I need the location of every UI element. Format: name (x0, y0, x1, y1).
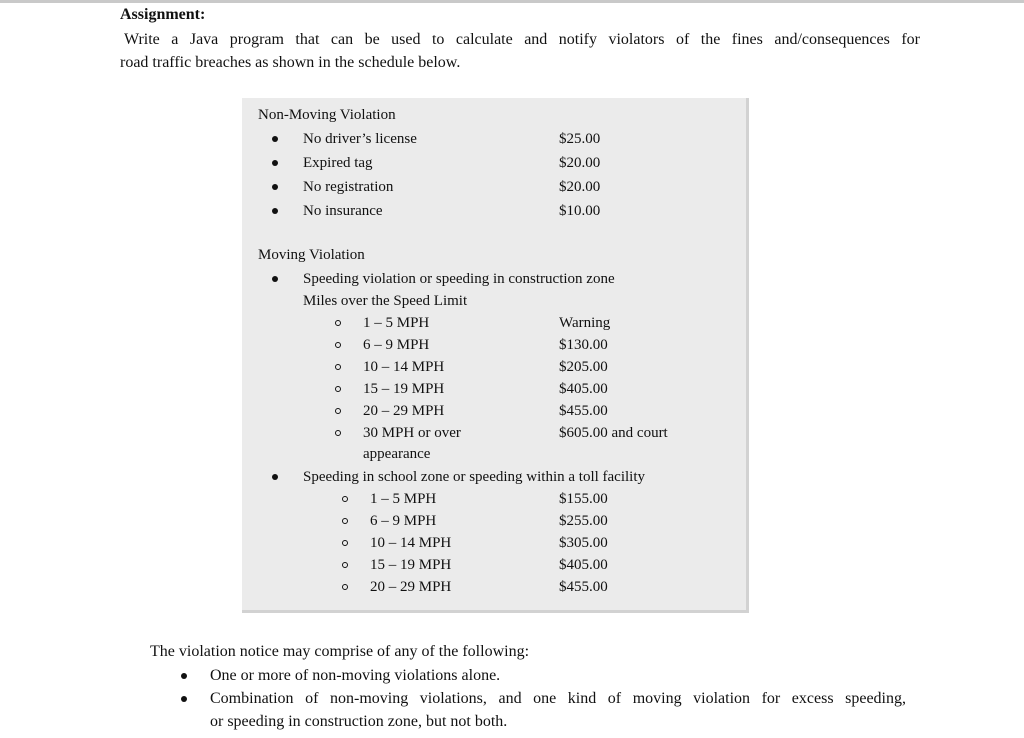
speeding-fine: $455.00 (559, 403, 608, 419)
non-moving-item-fine: $25.00 (559, 131, 601, 147)
school-range: 10 – 14 MPH (370, 535, 452, 551)
non-moving-item-fine: $10.00 (559, 203, 601, 219)
speeding-range: 20 – 29 MPH (363, 403, 445, 419)
top-divider (0, 0, 1024, 3)
speeding-range: 15 – 19 MPH (363, 381, 445, 397)
circle-bullet-icon (342, 562, 348, 568)
non-moving-item-fine: $20.00 (559, 179, 601, 195)
bullet-icon (272, 208, 278, 214)
moving-title: Moving Violation (258, 247, 365, 263)
school-fine: $405.00 (559, 557, 608, 573)
school-range: 20 – 29 MPH (370, 579, 452, 595)
bullet-icon (272, 136, 278, 142)
circle-bullet-icon (335, 364, 341, 370)
notice-item (210, 687, 906, 733)
speeding-label: Speeding violation or speeding in construction zone (303, 271, 615, 287)
school-fine: $255.00 (559, 513, 608, 529)
bullet-icon (272, 184, 278, 190)
school-range: 15 – 19 MPH (370, 557, 452, 573)
bullet-icon (272, 160, 278, 166)
school-fine: $455.00 (559, 579, 608, 595)
school-zone-label: Speeding in school zone or speeding within a toll facility (303, 469, 646, 485)
speeding-fine: $605.00 and court (559, 425, 668, 441)
speeding-fine: $205.00 (559, 359, 608, 375)
circle-bullet-icon (342, 496, 348, 502)
circle-bullet-icon (335, 386, 341, 392)
school-range: 1 – 5 MPH (370, 491, 437, 507)
non-moving-item-fine: $20.00 (559, 155, 601, 171)
school-fine: $305.00 (559, 535, 608, 551)
notice-item-line-1: Combination of non-moving violations, and one kind of moving violation for excess speeding, (210, 690, 906, 707)
speeding-continuation: appearance (363, 446, 431, 462)
circle-bullet-icon (342, 540, 348, 546)
assignment-line-2: road traffic breaches as shown in the schedule below. (120, 54, 461, 71)
non-moving-item-label: Expired tag (303, 155, 373, 171)
circle-bullet-icon (335, 408, 341, 414)
speeding-fine: Warning (559, 315, 611, 331)
speeding-range: 1 – 5 MPH (363, 315, 430, 331)
speeding-fine: $405.00 (559, 381, 608, 397)
non-moving-item-label: No registration (303, 179, 394, 195)
assignment-description (120, 28, 920, 74)
circle-bullet-icon (342, 584, 348, 590)
speeding-range: 10 – 14 MPH (363, 359, 445, 375)
notice-item-line-2: or speeding in construction zone, but not both. (210, 713, 508, 730)
assignment-heading: Assignment: (120, 6, 206, 23)
school-fine: $155.00 (559, 491, 608, 507)
non-moving-item-label: No insurance (303, 203, 383, 219)
bullet-icon (272, 276, 278, 282)
non-moving-title: Non-Moving Violation (258, 107, 396, 123)
school-range: 6 – 9 MPH (370, 513, 437, 529)
speeding-range: 6 – 9 MPH (363, 337, 430, 353)
circle-bullet-icon (335, 342, 341, 348)
fine-schedule-box (242, 98, 749, 613)
bullet-icon (181, 696, 187, 702)
circle-bullet-icon (335, 430, 341, 436)
speeding-sublabel: Miles over the Speed Limit (303, 293, 468, 309)
speeding-fine: $130.00 (559, 337, 608, 353)
circle-bullet-icon (342, 518, 348, 524)
notice-intro: The violation notice may comprise of any of the following: (150, 643, 530, 660)
bullet-icon (272, 474, 278, 480)
non-moving-item-label: No driver’s license (303, 131, 417, 147)
speeding-range: 30 MPH or over (363, 425, 461, 441)
bullet-icon (181, 673, 187, 679)
assignment-line-1: Write a Java program that can be used to calculate and notify violators of the fines and/consequences for (124, 31, 920, 48)
notice-item: One or more of non-moving violations alone. (210, 667, 501, 684)
circle-bullet-icon (335, 320, 341, 326)
